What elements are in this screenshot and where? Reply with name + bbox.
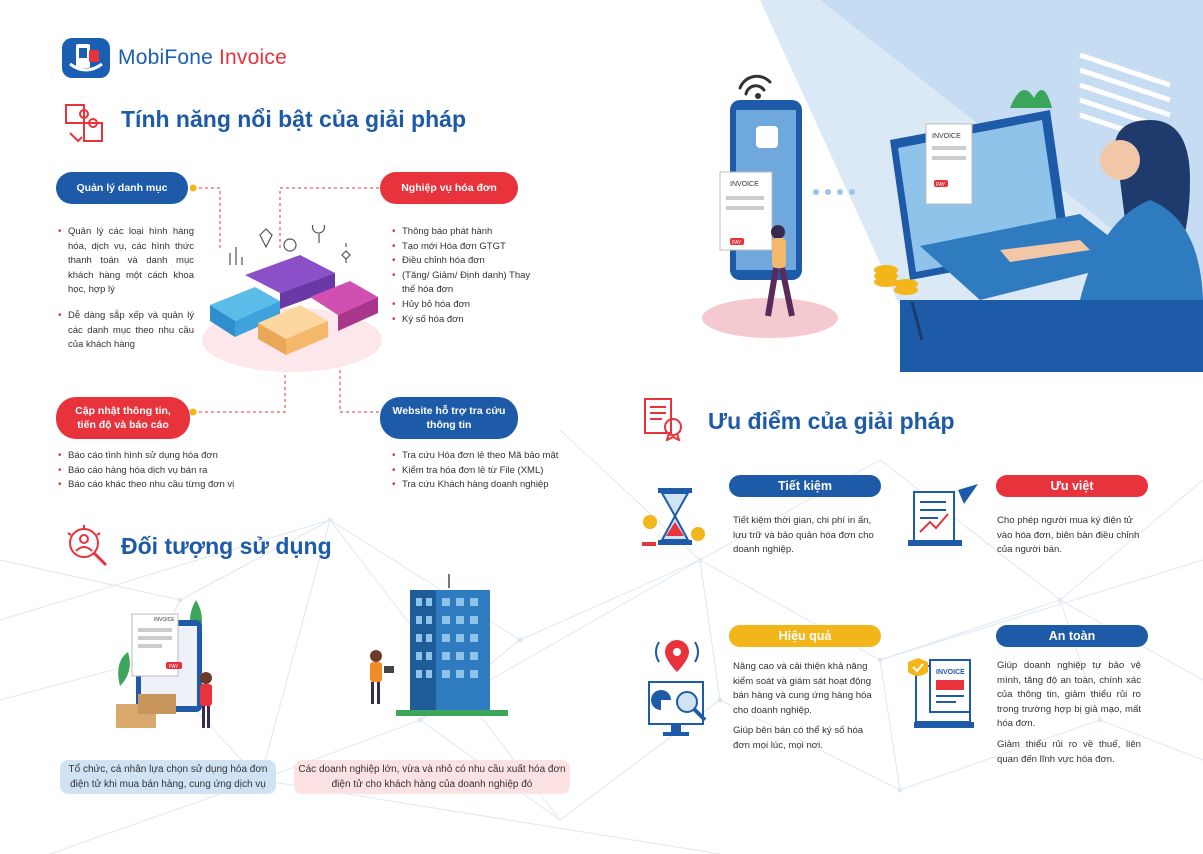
list-item: • Báo cáo hàng hóa dịch vụ bán ra	[58, 464, 258, 479]
list-item: • Ký số hóa đơn	[392, 313, 532, 328]
enterprise-caption-line2: điện tử cho khách hàng của doanh nghiệp đó	[331, 779, 533, 790]
efficiency-text	[733, 660, 881, 760]
individual-user-illustration	[108, 592, 226, 740]
hero-laptop-invoice-word: INVOICE	[932, 133, 961, 140]
list-item: • Dễ dàng sắp xếp và quản lý các danh mục theo nhu cầu của khách hàng	[58, 309, 194, 353]
reports-pill-line2: tiến độ và báo cáo	[77, 419, 169, 431]
lookup-website-list	[392, 449, 592, 493]
list-item: • Kiểm tra hóa đơn lẻ từ File (XML)	[392, 464, 592, 479]
catalog-management-pill: Quản lý danh mục	[56, 172, 188, 204]
catalog-management-list	[58, 225, 194, 353]
individual-pay-word: PAY	[169, 664, 179, 670]
security-invoice-word: INVOICE	[936, 669, 965, 676]
list-item: • Báo cáo khác theo nhu cầu từng đơn vị	[58, 478, 258, 493]
enterprise-caption-line1: Các doanh nghiệp lớn, vừa và nhỏ có nhu cầu xuất hóa đơn	[298, 764, 566, 775]
individual-caption-line1: Tổ chức, cá nhân lựa chọn sử dụng hóa đơn	[68, 764, 268, 775]
enterprise-caption	[294, 760, 570, 794]
security-pill: An toàn	[996, 625, 1148, 647]
target-user-icon	[64, 523, 110, 574]
efficiency-paragraph-2: Giúp bên bán có thể ký số hóa đơn mọi lúc, mọi nơi.	[733, 725, 864, 751]
list-item: • Tra cứu Hóa đơn lẻ theo Mã bảo mật	[392, 449, 592, 464]
efficiency-pill: Hiệu quả	[729, 625, 881, 647]
list-item: • Thông báo phát hành	[392, 225, 532, 240]
list-item: • (Tăng/ Giảm/ Định danh) Thay thế hóa đơn	[392, 269, 532, 298]
reports-list	[58, 449, 258, 493]
individual-caption	[60, 760, 276, 794]
audience-title: Đối tượng sử dụng	[121, 533, 332, 559]
reports-pill	[56, 397, 190, 439]
advantages-title: Ưu điểm của giải pháp	[708, 408, 955, 434]
list-item: • Tra cứu Khách hàng doanh nghiệp	[392, 478, 592, 493]
superior-text: Cho phép người mua ký điện tử vào hóa đơn, biên bản điều chỉnh của người bán.	[997, 515, 1140, 556]
list-item: • Điều chỉnh hóa đơn	[392, 254, 532, 269]
mobifone-logo-icon	[62, 38, 110, 78]
lookup-website-pill	[380, 397, 518, 439]
hero-phone-invoice-word: INVOICE	[730, 181, 759, 188]
secure-invoice-icon	[904, 656, 980, 737]
hero-phone-pay-word: PAY	[732, 240, 742, 246]
list-item: • Báo cáo tình hình sử dụng hóa đơn	[58, 449, 258, 464]
individual-caption-line2: điện tử khi mua bán hàng, cung ứng dịch vụ	[70, 779, 266, 790]
advantages-document-icon	[641, 395, 685, 446]
signing-document-icon	[906, 484, 978, 555]
puzzle-icon	[64, 103, 108, 150]
brand-primary: MobiFone	[118, 46, 213, 69]
brand-secondary: Invoice	[212, 46, 287, 69]
brand-name	[118, 46, 287, 70]
individual-invoice-word: INVOICE	[154, 617, 175, 623]
saving-text: Tiết kiệm thời gian, chi phí in ấn, lưu trữ và bảo quản hóa đơn cho doanh nghiệp.	[733, 515, 874, 556]
superior-pill: Ưu việt	[996, 475, 1148, 497]
features-title: Tính năng nổi bật của giải pháp	[121, 106, 466, 132]
website-pill-line1: Website hỗ trợ tra cứu	[392, 405, 506, 417]
website-pill-line2: thông tin	[426, 419, 472, 431]
list-item: • Hủy bỏ hóa đơn	[392, 298, 532, 313]
efficiency-paragraph-1: Nâng cao và cải thiện khả năng kiểm soát và giám sát hoạt động bán hàng và cung ứng hàng hóa cho doanh nghiệp.	[733, 661, 872, 716]
security-paragraph-1: Giúp doanh nghiệp tự bảo vệ mình, tăng độ an toàn, chính xác của thông tin, giảm thiểu rủi ro trong trường hợp bị giả mạo, mất hóa đơn.	[997, 660, 1141, 730]
hero-illustration	[700, 0, 1203, 372]
security-paragraph-2: Giảm thiểu rủi ro về thuế, liên quan đến lĩnh vực hóa đơn.	[997, 738, 1141, 765]
saving-pill: Tiết kiệm	[729, 475, 881, 497]
list-item: • Quản lý các loại hình hàng hóa, dịch vụ, các hình thức thanh toán và danh mục khách hàng một cách khoa học, hợp lý	[58, 225, 194, 298]
reports-pill-line1: Cập nhật thông tin,	[75, 405, 171, 417]
puzzle-illustration	[200, 225, 385, 380]
invoice-operations-pill: Nghiệp vụ hóa đơn	[380, 172, 518, 204]
enterprise-building-illustration	[360, 570, 510, 722]
analytics-monitor-icon	[647, 638, 713, 747]
list-item: • Tạo mới Hóa đơn GTGT	[392, 240, 532, 255]
hero-laptop-pay-word: PAY	[936, 182, 946, 188]
hourglass-money-icon	[640, 486, 708, 555]
invoice-operations-list	[392, 225, 532, 327]
security-text	[997, 659, 1141, 773]
